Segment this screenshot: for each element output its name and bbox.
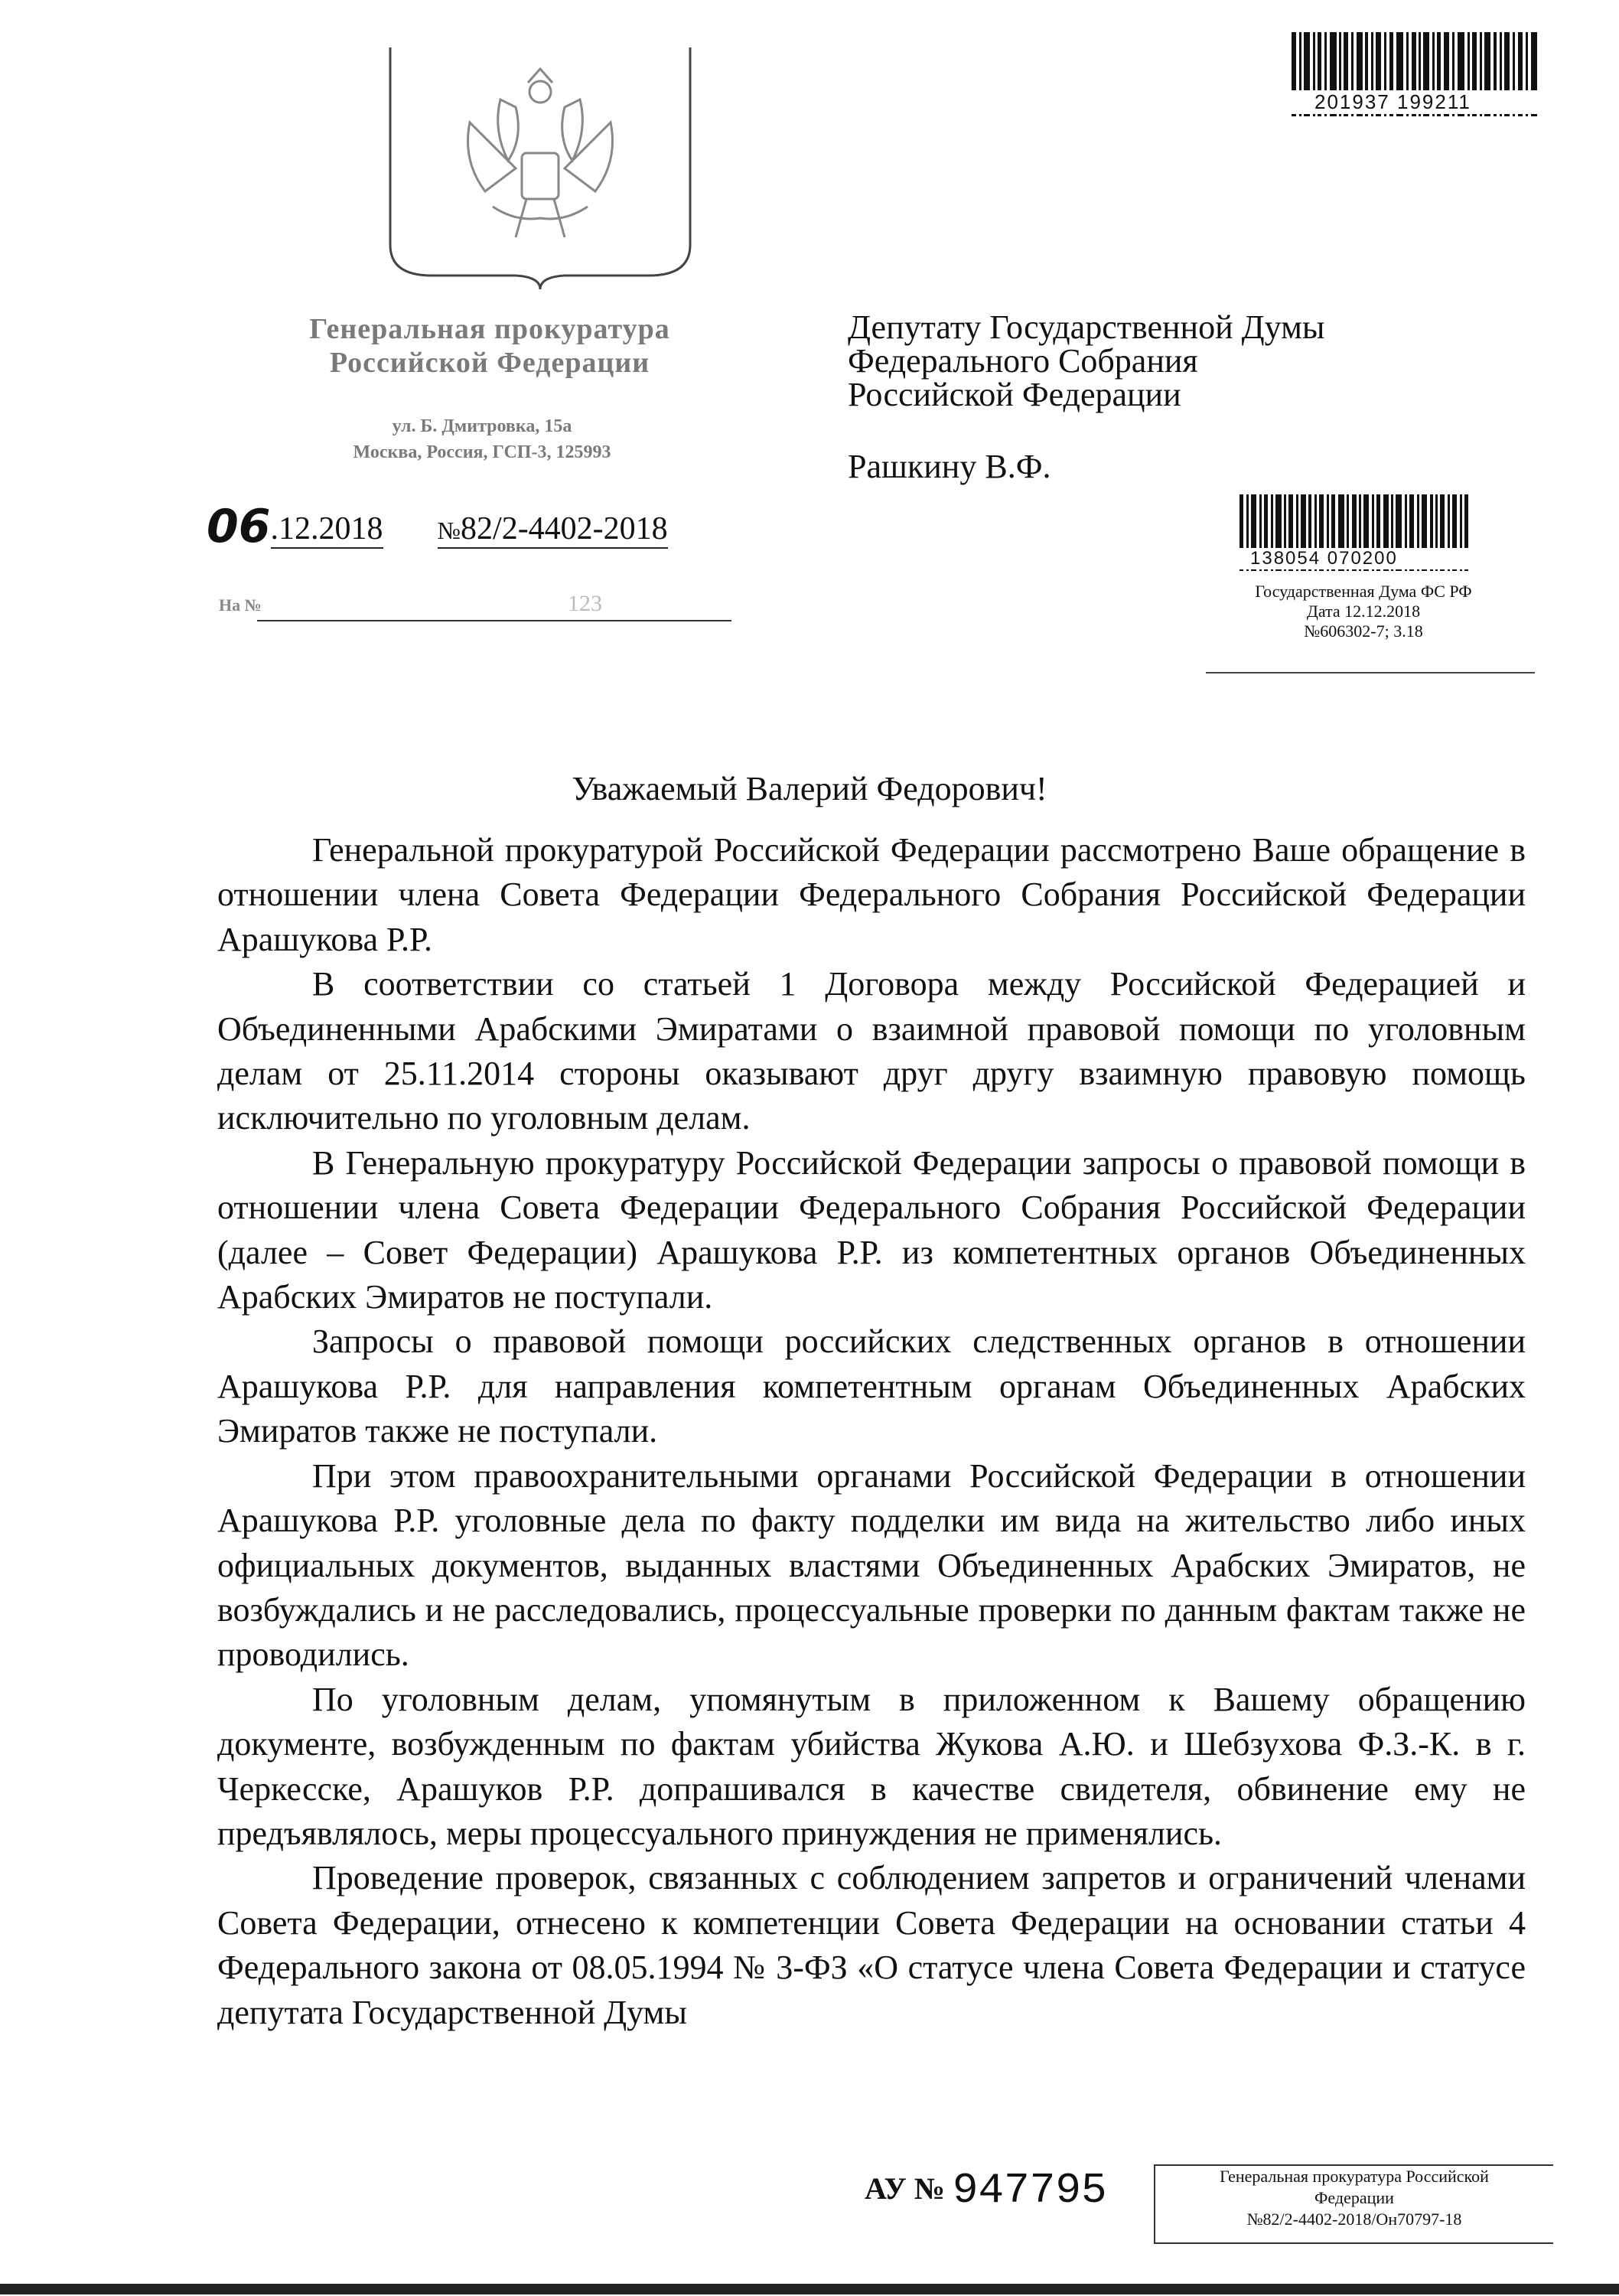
duma-stamp-line2: Дата 12.12.2018	[1306, 602, 1421, 621]
sender-org-line1: Генеральная прокуратура	[309, 313, 670, 345]
salutation: Уважаемый Валерий Федорович!	[572, 770, 1047, 807]
barcode-duma-number: 138054 070200	[1239, 548, 1469, 569]
addressee-line2: Федерального Собрания	[848, 342, 1198, 380]
duma-stamp-underline	[1206, 672, 1535, 673]
body-paragraph: При этом правоохранительными органами Российской Федерации в отношении Арашукова Р.Р. уголовные дела по факту подделки им вида на жительство либо иных официальных документов, выданных властями Объединенных Арабских Эмиратов, не возбуждались и не расследовались, процессуальные проверки по данным фактам также не проводились.	[217, 1456, 1526, 1674]
outgoing-date-number	[207, 500, 668, 553]
footer-stamp-line1: Генеральная прокуратура Российской	[1220, 2167, 1489, 2186]
addressee-line3: Российской Федерации	[848, 376, 1181, 413]
addressee-name: Рашкину В.Ф.	[848, 448, 1051, 485]
footer-stamp-line3: №82/2-4402-2018/Он70797-18	[1246, 2210, 1462, 2229]
duma-stamp-line3: №606302-7; 3.18	[1304, 621, 1423, 641]
sender-address	[275, 413, 689, 465]
form-series-value: 947795	[952, 2166, 1107, 2215]
barcode-top-right	[1292, 32, 1541, 114]
duma-stamp-line1: Государственная Дума ФС РФ	[1255, 582, 1472, 601]
body-paragraph: По уголовным делам, упомянутым в приложенном к Вашему обращению документе, возбужденным по фактам убийства Жукова А.Ю. и Шебзухова Ф.З.-К. в г. Черкесске, Арашуков Р.Р. допрашивался в качестве свидетеля, обвинение ему не предъявлялось, меры процессуального принуждения не применялись.	[217, 1680, 1526, 1852]
sender-organization	[260, 312, 719, 380]
letter-body	[217, 828, 1526, 2035]
body-paragraph: Проведение проверок, связанных с соблюдением запретов и ограничений членами Совета Федерации, отнесено к компетенции Совета Федерации на основании статьи 4 Федерального закона от 08.05.1994 № 3-ФЗ «О статусе члена Совета Федерации и статусе депутата Государственной Думы	[217, 1859, 1526, 2031]
sender-org-line2: Российской Федерации	[329, 347, 650, 379]
sender-address-line1: ул. Б. Дмитровка, 15а	[392, 416, 572, 436]
reply-to-label: На №	[219, 595, 262, 615]
outgoing-number	[438, 511, 668, 549]
coat-of-arms-emblem-icon	[386, 46, 695, 291]
barcode-duma	[1239, 494, 1469, 569]
body-paragraph: Генеральной прокуратурой Российской Федерации рассмотрено Ваше обращение в отношении члена Совета Федерации Федерального Собрания Российской Федерации Арашукова Р.Р.	[217, 831, 1526, 958]
scan-edge-strip	[0, 2284, 1619, 2294]
sender-address-line2: Москва, Россия, ГСП-3, 125993	[353, 442, 611, 462]
body-paragraph: В Генеральную прокуратуру Российской Федерации запросы о правовой помощи в отношении члена Совета Федерации Федерального Собрания Российской Федерации (далее – Совет Федерации) Арашукова Р.Р. из компетентных органов Объединенных Арабских Эмиратов не поступали.	[217, 1143, 1526, 1316]
footer-registration-stamp	[1154, 2164, 1553, 2244]
form-series-number	[865, 2166, 1107, 2215]
form-series-label: АУ №	[865, 2171, 945, 2206]
reply-to-value: 123	[568, 591, 602, 616]
duma-registration-stamp	[1203, 582, 1524, 641]
body-paragraph: Запросы о правовой помощи российских следственных органов в отношении Арашукова Р.Р. для направления компетентным органам Объединенных Арабских Эмиратов также не поступали.	[217, 1322, 1526, 1450]
outgoing-number-value: 82/2-4402-2018	[461, 511, 668, 546]
date-month-year: .12.2018	[271, 511, 383, 549]
reply-to-line	[257, 620, 731, 621]
footer-stamp-line2: Федерации	[1314, 2188, 1394, 2207]
addressee-block	[848, 308, 1325, 413]
body-paragraph: В соответствии со статьей 1 Договора между Российской Федерацией и Объединенными Арабскими Эмиратами о взаимной правовой помощи по уголовным делам от 25.11.2014 стороны оказывают друг другу взаимную правовую помощь исключительно по уголовным делам.	[217, 965, 1526, 1137]
number-sign: №	[437, 517, 461, 544]
date-day-handwritten: 06	[207, 500, 271, 553]
barcode-number: 201937 199211	[1292, 90, 1541, 114]
addressee-line1: Депутату Государственной Думы	[848, 308, 1325, 346]
